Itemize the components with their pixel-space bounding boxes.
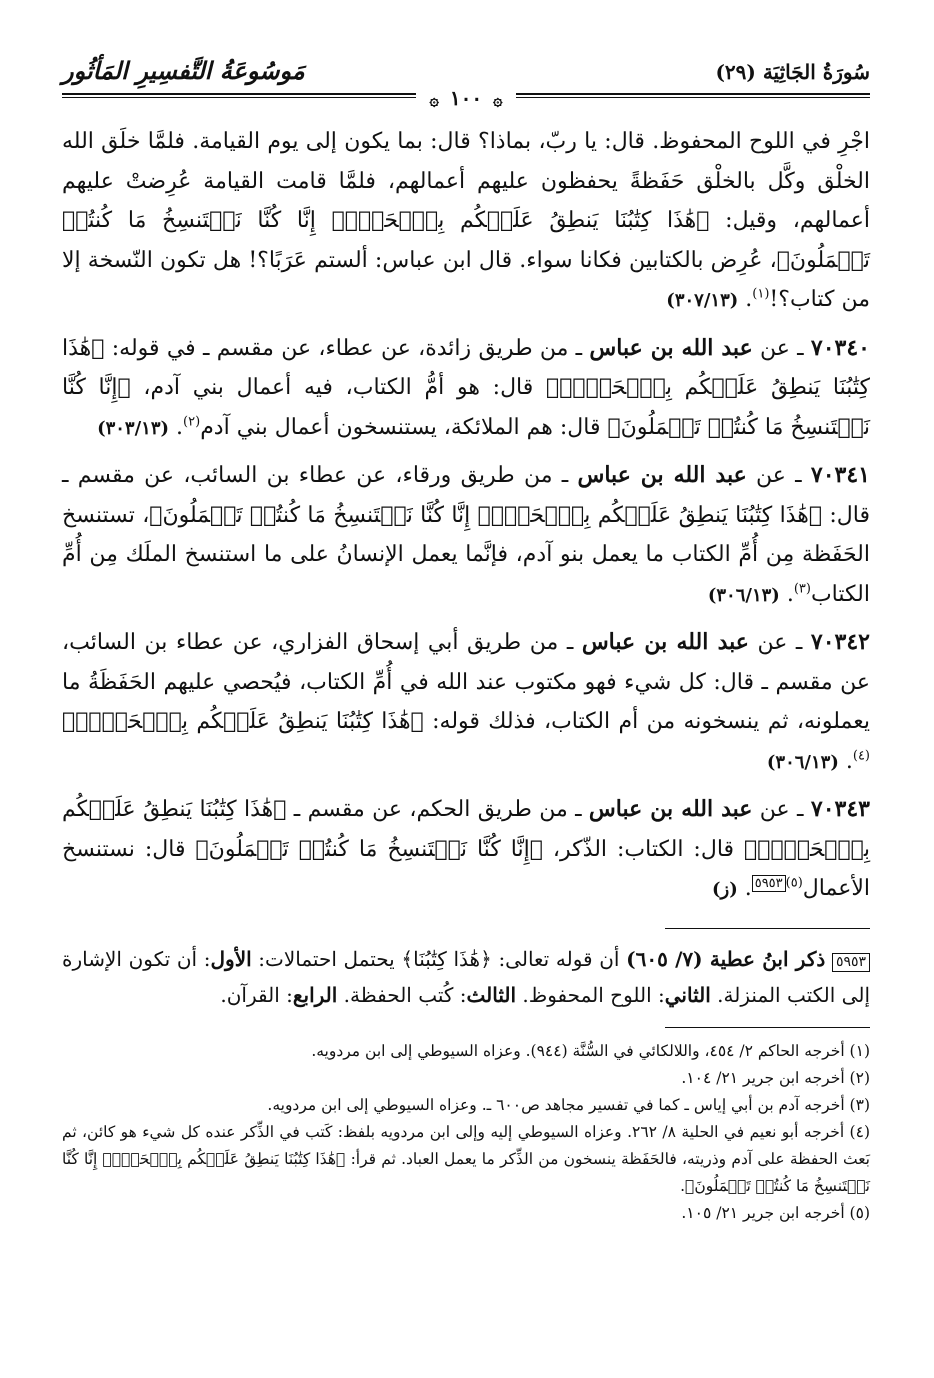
page-number-box [416,86,517,110]
option-label: الأول [210,946,252,971]
entry-number: ٧٠٣٤١ [810,462,870,488]
paragraph-text: قال: الكتاب: الذّكر، [542,836,745,862]
paragraph-text: ـ من طريق أبي إسحاق الفزاري، عن عطاء بن السائب، عن مقسم ـ قال: كل شيء فهو مكتوب عند الله في أُمِّ الكتاب، فيُحصي عليهم الحَفَظَةُ ما يعملونه، ثم ينسخونه من أم الكتاب، فذلك قوله: [62,630,871,734]
punctuation: . [738,287,753,312]
quran-verse: ﴿هَٰذَا كِتَٰبُنَا يَنطِقُ عَلَيۡكُم بِٱلۡحَقِّۚ﴾ [62,709,424,734]
quran-verse: ﴿إِنَّا كُنَّا نَسۡتَنسِخُ مَا كُنتُمۡ تَعۡمَلُونَ﴾ [195,836,543,862]
quran-verse: ﴿إِنَّا كُنَّا نَسۡتَنسِخُ مَا كُنتُمۡ تَعۡمَلُونَ﴾ [62,375,870,440]
footnote: (٥) أخرجه ابن جرير ٢١/ ١٠٥. [681,1203,870,1222]
footnotes [62,1038,870,1227]
quran-verse: ﴿هَٰذَا كِتَٰبُنَا يَنطِقُ عَلَيۡكُم بِٱلۡحَقِّۚ﴾ [62,335,870,400]
footnote-ref[interactable]: (١) [752,286,770,302]
quran-verse: ﴿هَٰذَا كِتَٰبُنَا يَنطِقُ عَلَيۡكُم بِٱلۡحَقِّۚ إِنَّا كُنَّا نَسۡتَنسِخُ مَا كُنتُمۡ تَعۡمَلُونَ﴾ [62,208,870,273]
footnote: (٤) أخرجه أبو نعيم في الحلية ٨/ ٢٦٢. وعزاه السيوطي إليه وإلى ابن مردويه بلفظ: كَتب في الذِّكر عنده كل شيء هو كائن، ثم بَعث الحفظة على آدم وذريته، فالحَفَظة ينسخون من الذِّكر ما يعمل العباد. ثم قرأ: ﴿هَٰذَا كِتَٰبُنَا يَنطِقُ عَلَيۡكُم بِٱلۡحَقِّۚ إِنَّا كُنَّا نَسۡتَنسِخُ مَا كُنتُمۡ تَعۡمَلُونَ﴾. [62,1122,870,1195]
volume-reference: (٣٠٦/١٣) [707,584,780,606]
note-text: يحتمل احتمالات: [251,946,402,971]
quran-verse: ﴿هَٰذَا كِتَٰبُنَا يَنطِقُ عَلَيۡكُم بِٱلۡحَقِّۚ إِنَّا كُنَّا نَسۡتَنسِخُ مَا كُنتُمۡ تَعۡمَلُونَ﴾ [149,502,823,528]
paragraph-text: ـ عن [746,463,811,488]
commentary-ref-box[interactable]: ٥٩٥٣ [752,875,786,892]
volume-reference: (ز) [711,879,738,900]
note-text: : أن تكون الإشارة إلى الكتب المنزلة. [62,946,870,1007]
book-title: مَوسُوعَةُ التَّفسِيرِ المَأثُور [62,56,305,85]
footnote: (٢) أخرجه ابن جرير ٢١/ ١٠٤. [681,1068,870,1087]
paragraph-text: ـ عن [752,797,811,822]
entry-number: ٧٠٣٤٢ [810,629,870,655]
paragraph-text: ـ من طريق ورقاء، عن عطاء بن السائب، عن مقسم ـ قال: [62,463,870,528]
entry-70342 [62,623,870,782]
entry-number: ٧٠٣٤٣ [810,796,870,822]
page-number: ١٠٠ [449,86,483,110]
paragraph-text: ـ من طريق الحكم، عن مقسم ـ [286,797,589,822]
footnote: (٣) أخرجه آدم بن أبي إياس ـ كما في تفسير مجاهد ص٦٠٠ ـ. وعزاه السيوطي إلى ابن مردويه. [267,1095,870,1114]
entry-70340 [62,329,870,449]
paragraph-text: اجْرِ في اللوح المحفوظ. قال: يا ربّ، بماذا؟ قال: بما يكون إلى يوم القيامة. فلمَّا خلَق الله الخلْق وكَّل بالخلْق حَفَظةً يحفظون عليهم أعمالهم، فلمَّا قامت القيامة عُرِضتْ عليهم أعمالهم، وقيل: [62,129,870,233]
paragraph-text: ، تستنسخ الحَفَظة مِن أُمِّ الكتاب ما يعمل بنو آدم، فإنَّما يعمل الإنسانُ على ما استنسخ الملَك مِن أُمِّ الكتاب [62,502,870,607]
footnote-ref[interactable]: (٤) [852,748,870,764]
footnotes-separator [665,1027,870,1028]
paragraph-text: ـ عن [752,335,811,361]
commentary-note [62,941,870,1013]
paragraph-text: قال: هم الملائكة، يستنسخون أعمال بني آدم [200,414,608,440]
paragraph-text: ـ من طريق زائدة، عن عطاء، عن مقسم ـ في قوله: [104,335,590,361]
ornament-icon: ۞ [493,90,503,109]
option-label: الثالث [466,982,517,1007]
option-label: الرابع [292,982,338,1007]
entry-70343 [62,790,870,910]
paragraph-text: ، عُرِض بالكتابين فكانا سواء. قال ابن عباس: ألستم عَرَبًا؟! هل تكون النّسخة إلا من كتاب؟! [62,247,870,312]
note-lead: ذكر ابنُ عطية (٧/ ٦٠٥) [626,946,826,971]
paragraph-text: قال: نستنسخ الأعمال [62,836,870,901]
narrator-name: عبد الله بن عباس [577,462,747,488]
main-text [62,122,870,910]
punctuation: . [838,748,853,774]
footnote-ref[interactable]: (٢) [183,414,201,430]
footnote-ref[interactable]: (٣) [793,581,811,597]
footnote-ref[interactable]: (٥) [785,875,803,891]
quran-verse: ﴿هَٰذَا كِتَٰبُنَا يَنطِقُ عَلَيۡكُم بِٱلۡحَقِّۚ﴾ [62,797,870,862]
punctuation: . [169,414,184,440]
narrator-name: عبد الله بن عباس [589,334,753,361]
narrator-name: عبد الله بن عباس [581,629,749,655]
option-label: الثاني [664,982,711,1007]
book-page [62,56,870,1227]
note-text: : كُتب الحفظة. [337,982,467,1007]
entry-number: ٧٠٣٤٠ [810,334,870,361]
punctuation: . [779,581,794,607]
note-text: أن قوله تعالى: [491,946,627,971]
commentary-separator [665,928,870,929]
volume-reference: (٣٠٣/١٣) [97,417,170,439]
ornament-icon: ۞ [429,90,439,109]
footnote: (١) أخرجه الحاكم ٢/ ٤٥٤، واللالكائي في السُّنَّة (٩٤٤). وعزاه السيوطي إلى ابن مردويه. [311,1041,870,1060]
surah-title: سُورَةُ الجَاثِيَة (٢٩) [715,60,870,84]
running-header [62,56,870,110]
paragraph-text: ـ عن [748,630,811,655]
punctuation: . [737,876,752,901]
volume-reference: (٣٠٦/١٣) [766,751,839,773]
paragraph-text: قال: هو أمُّ الكتاب، فيه أعمال بني آدم، [130,375,547,400]
volume-reference: (٣٠٧/١٣) [666,290,739,311]
note-text: : القرآن. [220,982,293,1007]
commentary-number-box: ٥٩٥٣ [832,953,870,972]
narrator-name: عبد الله بن عباس [588,796,753,822]
quran-verse: ﴿هَٰذَا كِتَٰبُنَا﴾ [401,946,492,971]
intro-paragraph [62,122,870,321]
entry-70341 [62,456,870,615]
note-text: : اللوح المحفوظ. [516,982,665,1007]
